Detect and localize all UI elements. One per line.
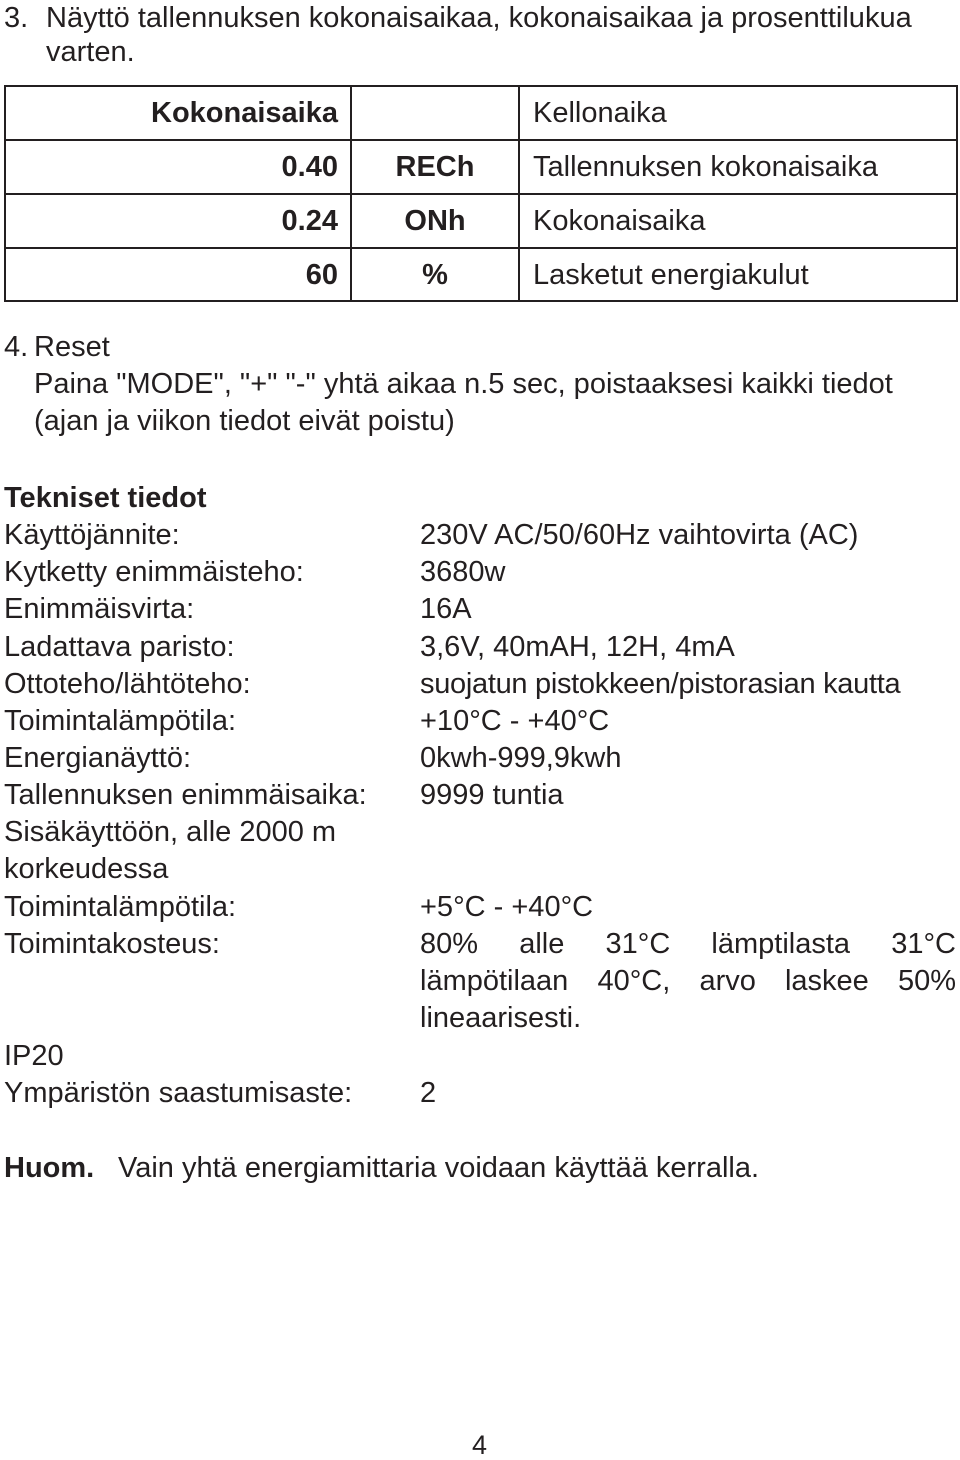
spec-value: 9999 tuntia [420,779,564,811]
note-label: Huom. [4,1152,95,1184]
humidity-word: laskee [784,965,869,997]
table-row-divider [6,139,956,141]
section-3-number: 3. [4,2,29,34]
ip-rating: IP20 [4,1040,64,1072]
spec-label: Energianäyttö: [4,742,192,774]
spec-label: Toimintalämpötila: [4,705,237,737]
spec-label: Ympäristön saastumisaste: [4,1077,353,1109]
spec-label: Ladattava paristo: [4,631,235,663]
table-row-divider [6,247,956,249]
section-3-text-line2: varten. [46,36,135,68]
spec-value: 3680w [420,556,506,588]
section-4-number: 4. [4,331,29,363]
table-cell-unit: RECh [395,151,475,183]
spec-label: Toimintakosteus: [4,928,220,960]
section-4-text-line2: (ajan ja viikon tiedot eivät poistu) [34,405,455,437]
section-3-text-line1: Näyttö tallennuksen kokonaisaikaa, kokonaisaikaa ja prosenttilukua [46,2,912,34]
table-cell-desc: Kellonaika [533,97,667,129]
humidity-value-line1 [420,930,956,959]
humidity-word: alle [519,928,565,960]
table-cell-value: 60 [305,259,338,291]
table-cell-value: 0.40 [281,151,338,183]
indoor-use-line2: korkeudessa [4,853,169,885]
spec-label: Ottoteho/lähtöteho: [4,668,251,700]
spec-value: 230V AC/50/60Hz vaihtovirta (AC) [420,519,859,551]
humidity-word: 40°C, [597,965,671,997]
specs-heading: Tekniset tiedot [4,482,207,514]
humidity-word: 31°C [891,928,956,960]
humidity-word: lämptilasta [711,928,851,960]
table-row-divider [6,193,956,195]
table-cell-desc: Tallennuksen kokonaisaika [533,151,878,183]
table-cell-desc: Kokonaisaika [533,205,706,237]
humidity-word: arvo [699,965,756,997]
spec-value: 2 [420,1077,437,1109]
spec-label: Tallennuksen enimmäisaika: [4,779,367,811]
spec-label: Kytketty enimmäisteho: [4,556,304,588]
humidity-value-line3: lineaarisesti. [420,1002,582,1034]
table-cell-unit: ONh [404,205,466,237]
humidity-value-line2 [420,967,956,996]
humidity-word: 50% [897,965,956,997]
section-4-text-line1: Paina "MODE", "+" "-" yhtä aikaa n.5 sec, poistaaksesi kaikki tiedot [34,368,893,400]
spec-value: 3,6V, 40mAH, 12H, 4mA [420,631,735,663]
spec-value: suojatun pistokkeen/pistorasian kautta [420,668,901,700]
humidity-word: 80% [420,928,479,960]
spec-value: 16A [420,593,472,625]
indoor-use-line1: Sisäkäyttöön, alle 2000 m [4,816,337,848]
spec-label: Käyttöjännite: [4,519,180,551]
page-number: 4 [472,1430,488,1460]
display-table [4,85,958,302]
spec-value: +5°C - +40°C [420,891,594,923]
table-cell-unit: % [422,259,448,291]
section-4-title: Reset [34,331,110,363]
spec-value: 0kwh-999,9kwh [420,742,622,774]
humidity-word: lämpötilaan [420,965,569,997]
spec-label: Enimmäisvirta: [4,593,195,625]
spec-label: Toimintalämpötila: [4,891,237,923]
table-cell-value: 0.24 [281,205,338,237]
note-text: Vain yhtä energiamittaria voidaan käyttää kerralla. [118,1152,760,1184]
table-cell-value: Kokonaisaika [151,97,338,129]
spec-value: +10°C - +40°C [420,705,610,737]
table-cell-desc: Lasketut energiakulut [533,259,809,291]
humidity-word: 31°C [605,928,671,960]
